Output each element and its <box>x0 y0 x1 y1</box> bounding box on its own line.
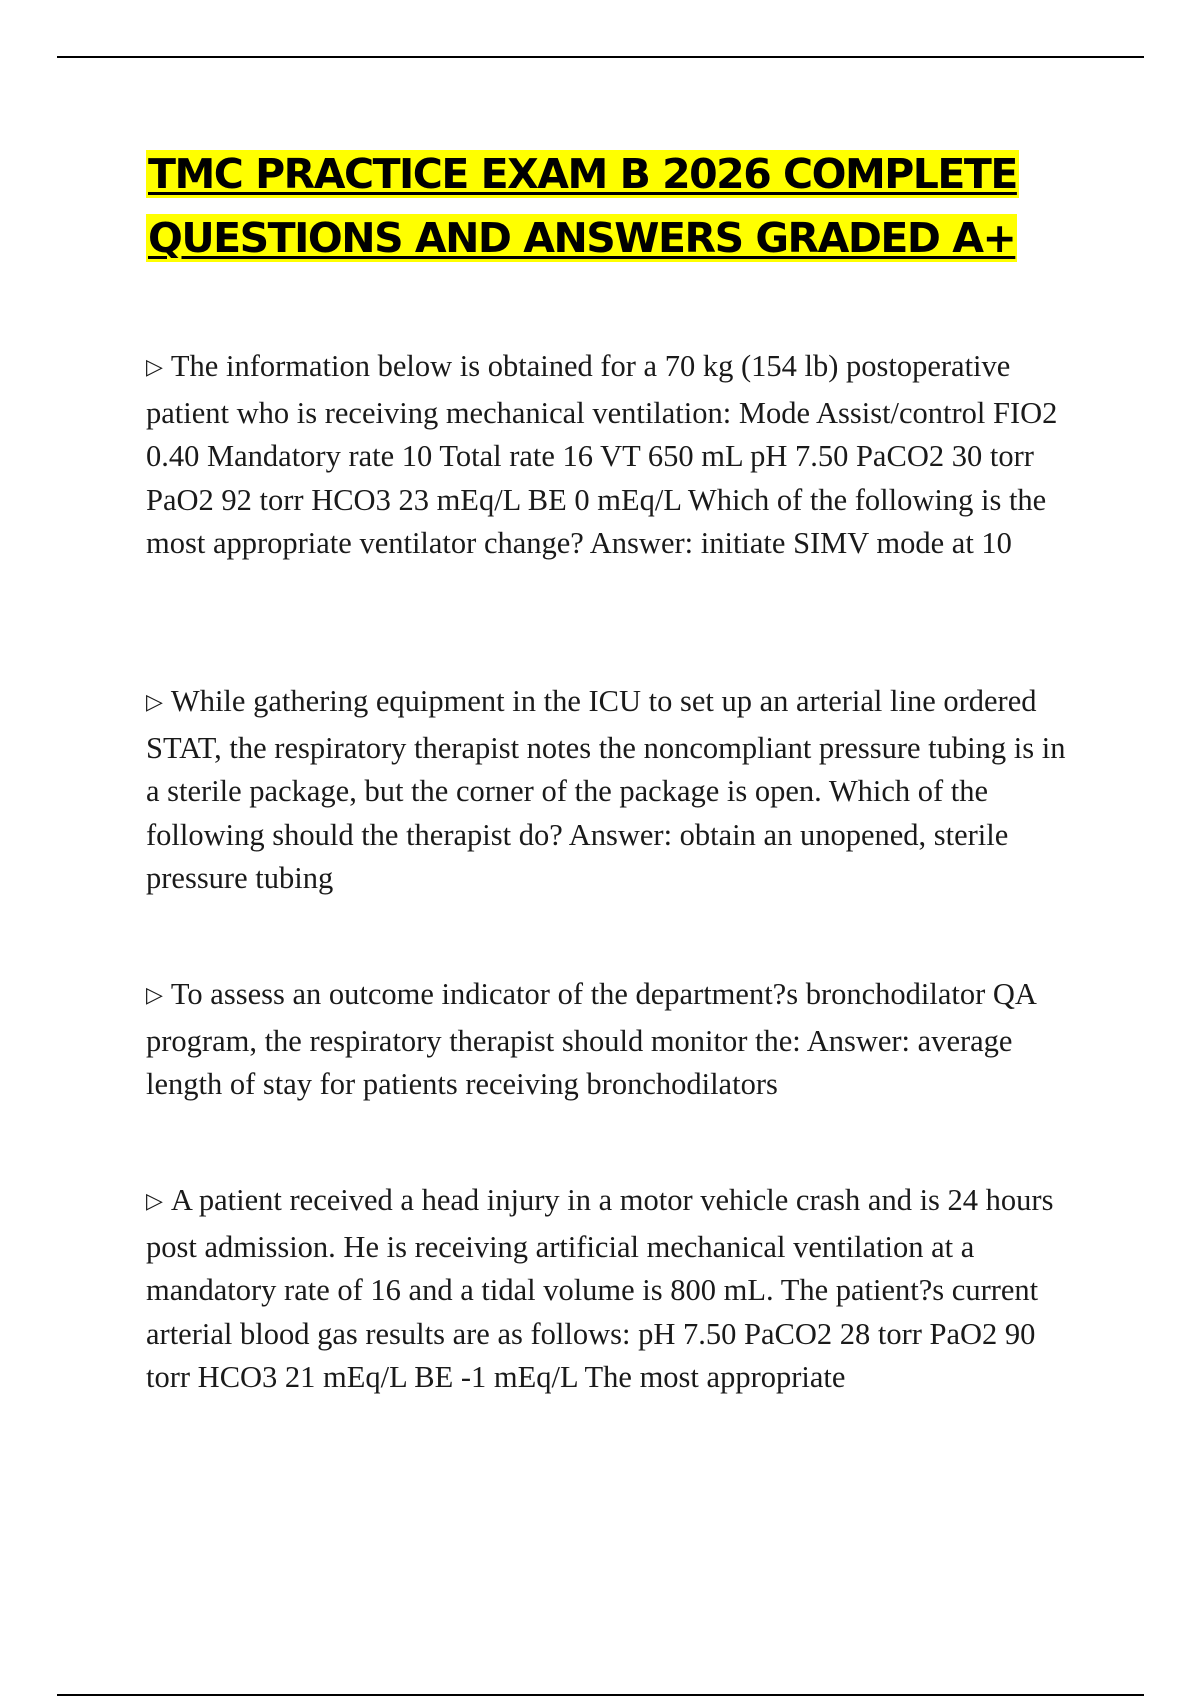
qa-item <box>146 345 1081 566</box>
qa-item <box>146 1179 1081 1400</box>
qa-item <box>146 973 1081 1107</box>
top-rule <box>57 56 1144 58</box>
triangle-outline-right-icon: ▷ <box>146 1189 163 1214</box>
qa-item <box>146 680 1081 901</box>
qa-item-text: The information below is obtained for a 70 kg (154 lb) postoperative patient who is receiving mechanical ventilation: Mode Assist/control FIO2 0.40 Mandatory rate 10 Total rate 16 VT 650 mL pH 7.50 PaCO2 30 torr PaO2 92 torr HCO3 23 mEq/L BE 0 mEq/L Which of the following is the most appropriate ventilator change? Answer: initiate SIMV mode at 10 <box>146 349 1058 560</box>
triangle-outline-right-icon: ▷ <box>146 690 163 715</box>
title-highlight: TMC PRACTICE EXAM B 2026 COMPLETE QUESTIONS AND ANSWERS GRADED A+ <box>148 150 1017 262</box>
qa-item-text: While gathering equipment in the ICU to set up an arterial line ordered STAT, the respiratory therapist notes the noncompliant pressure tubing is in a sterile package, but the corner of the package is open. Which of the following should the therapist do? Answer: obtain an unopened, sterile pressure tubing <box>146 684 1066 895</box>
qa-item-text: To assess an outcome indicator of the department?s bronchodilator QA program, the respiratory therapist should monitor the: Answer: average length of stay for patients receiving bronchodilators <box>146 977 1036 1101</box>
triangle-outline-right-icon: ▷ <box>146 355 163 380</box>
qa-item-text: A patient received a head injury in a motor vehicle crash and is 24 hours post admission. He is receiving artificial mechanical ventilation at a mandatory rate of 16 and a tidal volume is 800 mL. The patient?s current arterial blood gas results are as follows: pH 7.50 PaCO2 28 torr PaO2 90 torr HCO3 21 mEq/L BE -1 mEq/L The most appropriate <box>146 1183 1054 1394</box>
document-title <box>146 142 1066 270</box>
bottom-rule <box>57 1694 1144 1696</box>
triangle-outline-right-icon: ▷ <box>146 983 163 1008</box>
